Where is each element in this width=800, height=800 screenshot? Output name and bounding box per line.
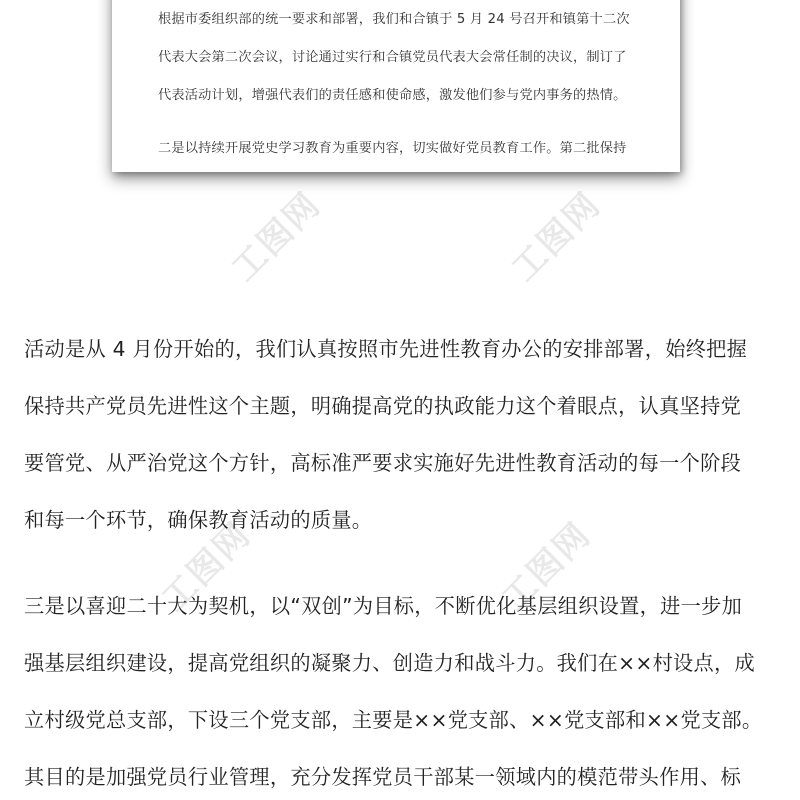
watermark-1: 工图网 xyxy=(224,184,329,290)
card-text-line: 根据市委组织部的统一要求和部署，我们和合镇于 5 月 24 号召开和镇第十二次 xyxy=(158,12,630,27)
card-text-line: 代表活动计划，增强代表们的责任感和使命感，激发他们参与党内事务的热情。 xyxy=(158,88,627,103)
card-text-line: 代表大会第二次会议，讨论通过实行和合镇党员代表大会常任制的决议，制订了 xyxy=(158,50,627,65)
text-line: 和每一个环节，确保教育活动的质量。 xyxy=(24,508,373,532)
watermark-3: 工图网 xyxy=(154,514,259,620)
document-preview-card xyxy=(112,0,680,172)
text-line: 保持共产党员先进性这个主题，明确提高党的执政能力这个着眼点，认真坚持党 xyxy=(24,394,742,418)
text-line: 要管党、从严治党这个方针，高标准严要求实施好先进性教育活动的每一个阶段 xyxy=(24,451,742,475)
watermark-4: 工图网 xyxy=(494,514,599,620)
text-line: 立村级党总支部，下设三个党支部，主要是××党支部、××党支部和××党支部。 xyxy=(24,708,763,732)
watermark-2: 工图网 xyxy=(504,184,609,290)
text-line: 其目的是加强党员行业管理，充分发挥党员干部某一领域内的模范带头作用、标 xyxy=(24,765,742,789)
text-line: 三是以喜迎二十大为契机，以“双创”为目标，不断优化基层组织设置，进一步加 xyxy=(24,594,743,618)
text-line: 强基层组织建设，提高党组织的凝聚力、创造力和战斗力。我们在××村设点，成 xyxy=(24,651,756,675)
card-text-line: 二是以持续开展党史学习教育为重要内容，切实做好党员教育工作。第二批保持 xyxy=(158,141,627,156)
text-line: 活动是从 4 月份开始的，我们认真按照市先进性教育办公的安排部署，始终把握 xyxy=(24,337,748,361)
